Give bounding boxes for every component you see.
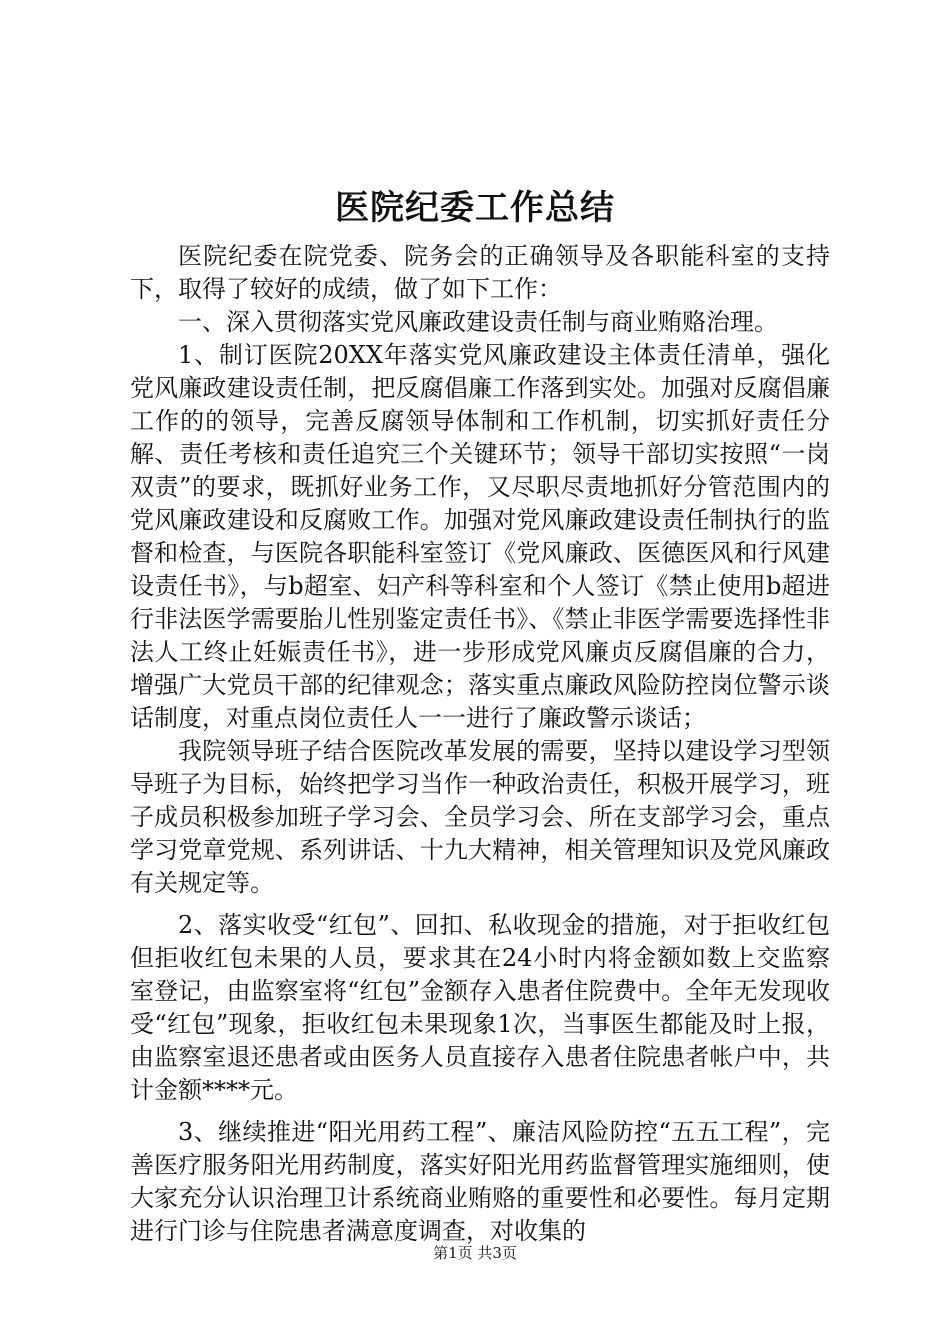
item-3-paragraph: 3、继续推进“阳光用药工程”、廉洁风险防控“五五工程”，完善医疗服务阳光用药制度，落实好阳光用药监督管理实施细则，使大家充分认识治理卫计系统商业贿赂的重要性和必要性。每月定期进行门诊与住院患者满意度调查，对收集的 <box>130 1118 830 1245</box>
item-2-paragraph: 2、落实收受“红包”、回扣、私收现金的措施，对于拒收红包但拒收红包未果的人员，要求其在24小时内将金额如数上交监察室登记，由监察室将“红包”金额存入患者住院费中。全年无发现收受“红包”现象，拒收红包未果现象1次，当事医生都能及时上报，由监察室退还患者或由医务人员直接存入患者住院患者帐户中，共计金额****元。 <box>130 911 830 1104</box>
item-1-paragraph: 1、制订医院20XX年落实党风廉政建设主体责任清单，强化党风廉政建设责任制，把反腐倡廉工作落到实处。加强对反腐倡廉工作的的领导，完善反腐领导体制和工作机制，切实抓好责任分解、责任考核和责任追究三个关键环节；领导干部切实按照“一岗双责”的要求，既抓好业务工作，又尽职尽责地抓好分管范围内的党风廉政建设和反腐败工作。加强对党风廉政建设责任制执行的监督和检查，与医院各职能科室签订《党风廉政、医德医风和行风建设责任书》，与b超室、妇产科等科室和个人签订《禁止使用b超进行非法医学需要胎儿性别鉴定责任书》、《禁止非医学需要选择性非法人工终止妊娠责任书》，进一步形成党风廉贞反腐倡廉的合力，增强广大党员干部的纪律观念；落实重点廉政风险防控岗位警示谈话制度，对重点岗位责任人一一进行了廉政警示谈话； <box>130 341 830 732</box>
section-heading-1: 一、深入贯彻落实党风廉政建设责任制与商业贿赂治理。 <box>178 308 778 336</box>
intro-paragraph: 医院纪委在院党委、院务会的正确领导及各职能科室的支持下，取得了较好的成绩，做了如下工作： <box>130 242 830 303</box>
document-body <box>130 240 830 1248</box>
page-footer: 第1页 共3页 <box>433 1244 517 1262</box>
leadership-study-paragraph: 我院领导班子结合医院改革发展的需要，坚持以建设学习型领导班子为目标，始终把学习当作一种政治责任，积极开展学习，班子成员积极参加班子学习会、全员学习会、所在支部学习会，重点学习党章党规、系列讲话、十九大精神，相关管理知识及党风廉政有关规定等。 <box>130 737 830 897</box>
document-title: 医院纪委工作总结 <box>335 188 615 228</box>
